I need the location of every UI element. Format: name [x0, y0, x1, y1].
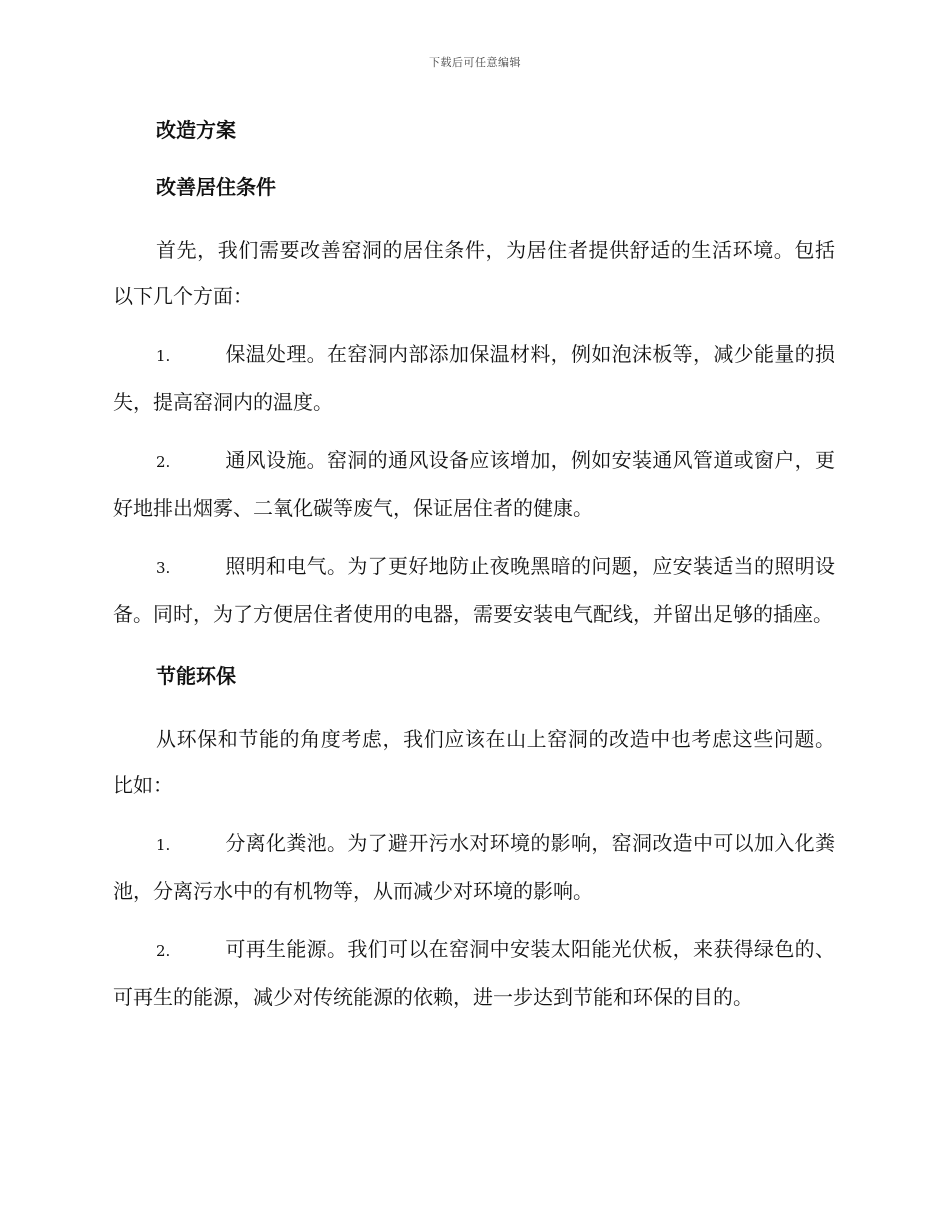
list-item-text: 照明和电气。为了更好地防止夜晚黑暗的问题，应安装适当的照明设备。同时，为了方便居住者使用的电器，需要安装电气配线，并留出足够的插座。 — [113, 554, 835, 626]
document-body — [113, 110, 835, 1032]
list-item-number: 1. — [156, 836, 171, 854]
section-heading-energy-saving: 节能环保 — [156, 664, 236, 688]
list-item-text: 分离化粪池。为了避开污水对环境的影响，窑洞改造中可以加入化粪池，分离污水中的有机物等，从而减少对环境的影响。 — [113, 831, 835, 903]
list-item-number: 2. — [156, 453, 171, 471]
list-item — [113, 820, 835, 914]
list-item-text: 可再生能源。我们可以在窑洞中安装太阳能光伏板，来获得绿色的、可再生的能源，减少对传统能源的依赖，进一步达到节能和环保的目的。 — [113, 937, 835, 1009]
section-heading-living-conditions: 改善居住条件 — [156, 175, 276, 199]
section1-intro: 首先，我们需要改善窑洞的居住条件，为居住者提供舒适的生活环境。包括以下几个方面： — [113, 238, 835, 308]
list-item — [113, 543, 835, 637]
document-title: 改造方案 — [156, 118, 236, 142]
list-item — [113, 926, 835, 1020]
list-item-number: 2. — [156, 942, 171, 960]
header-note: 下载后可任意编辑 — [429, 56, 521, 69]
list-item — [113, 331, 835, 425]
list-item-text: 保温处理。在窑洞内部添加保温材料，例如泡沫板等，减少能量的损失，提高窑洞内的温度。 — [113, 342, 835, 414]
list-item-text: 通风设施。窑洞的通风设备应该增加，例如安装通风管道或窗户，更好地排出烟雾、二氧化碳等废气，保证居住者的健康。 — [113, 448, 835, 520]
list-item — [113, 437, 835, 531]
list-item-number: 3. — [156, 559, 171, 577]
list-item-number: 1. — [156, 347, 171, 365]
section2-intro: 从环保和节能的角度考虑，我们应该在山上窑洞的改造中也考虑这些问题。比如： — [113, 727, 835, 797]
